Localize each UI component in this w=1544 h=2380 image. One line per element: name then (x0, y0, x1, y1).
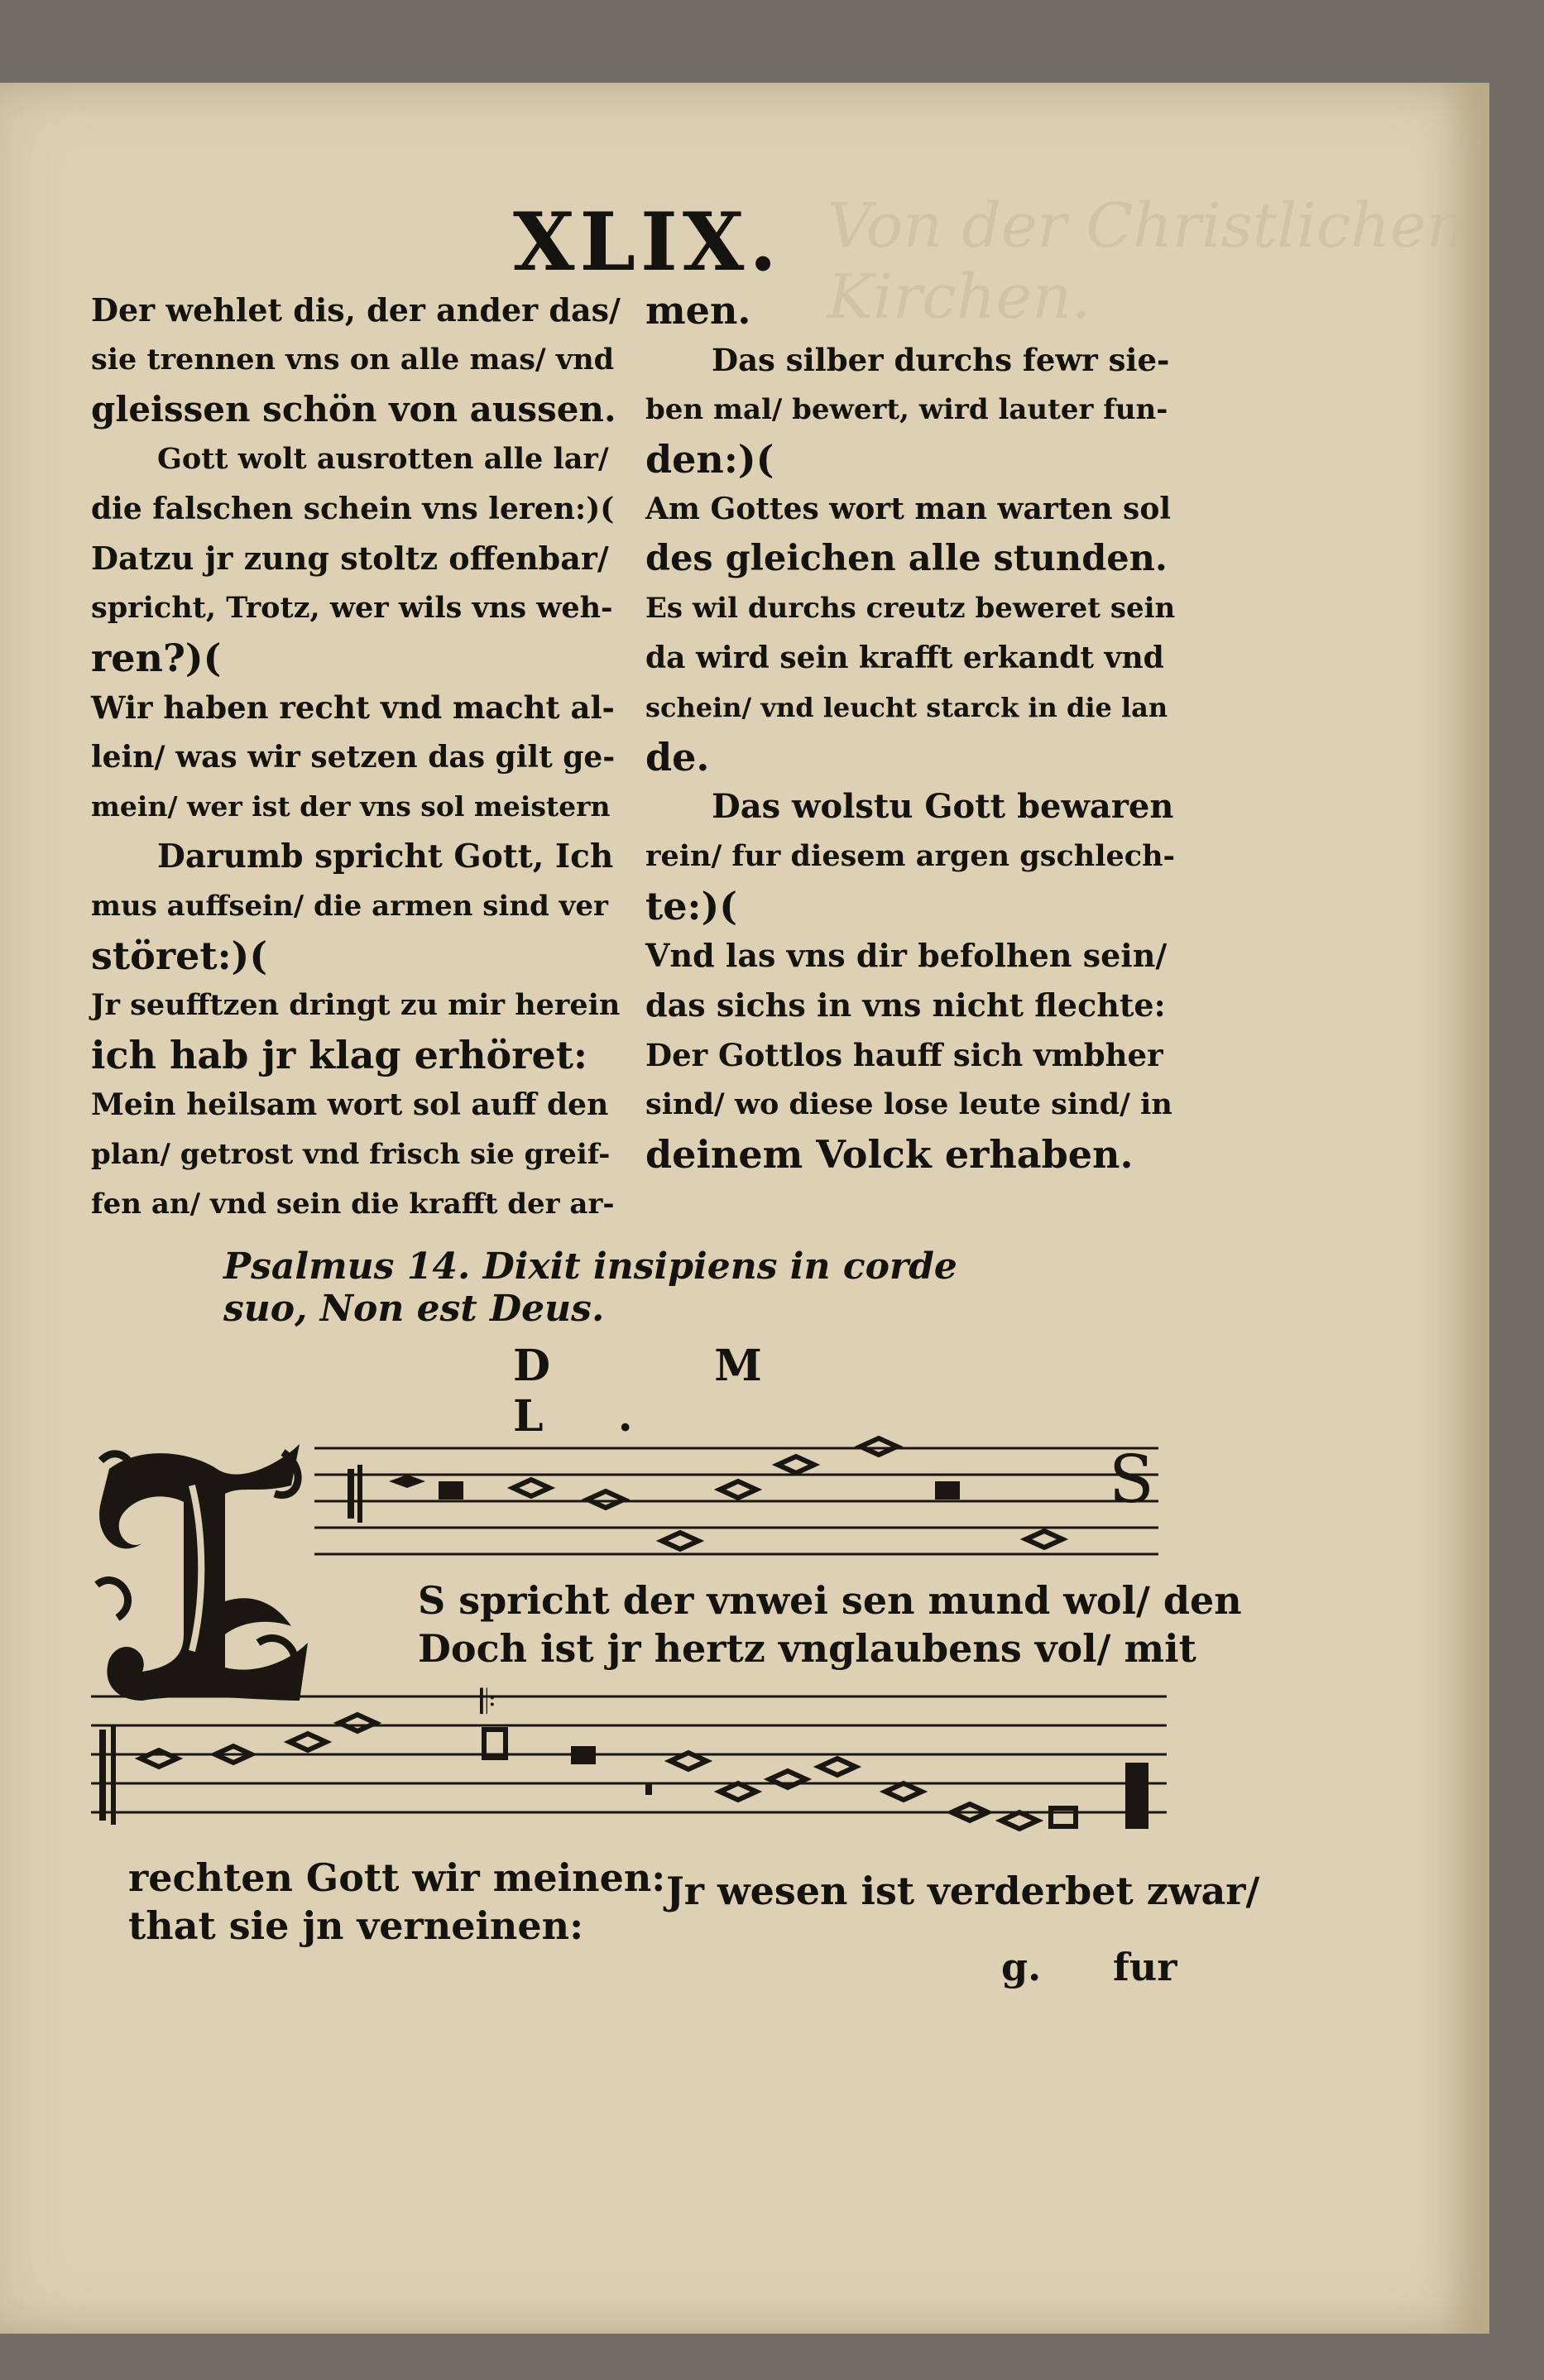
right-column-line: Am Gottes wort man warten sol (645, 492, 1172, 526)
right-column-line: des gleichen alle stunden. (645, 538, 1168, 579)
left-column (91, 286, 621, 1229)
music-staff-1 (314, 1423, 1158, 1576)
right-column (645, 286, 1175, 1179)
right-column-line: sind/ wo diese lose leute sind/ in (645, 1087, 1172, 1121)
svg-text:𝄆: 𝄆 (480, 1683, 496, 1721)
psalm-heading: Psalmus 14. Dixit insipiens in corde suo, Non est Deus. (223, 1245, 957, 1330)
left-column-line: ren?)( (91, 636, 222, 680)
right-column-line: Das silber durchs fewr sie- (712, 342, 1170, 378)
right-column-line: das sichs in vns nicht flechte: (645, 986, 1166, 1024)
show-through-text: Von der Christlichen Kirchen. (827, 190, 1466, 333)
left-column-line: ich hab jr klag erhöret: (91, 1033, 587, 1077)
right-column-line: schein/ vnd leucht starck in die lan (645, 692, 1168, 723)
right-column-line: te:)( (645, 884, 738, 928)
left-column-line: Darumb spricht Gott, Ich (157, 837, 614, 876)
right-column-line: Der Gottlos hauff sich vmbher (645, 1037, 1163, 1073)
left-column-line: Jr seufftzen dringt zu mir herein (91, 988, 621, 1022)
left-column-line: Mein heilsam wort sol auff den (91, 1087, 609, 1122)
signature-mark: g. (1001, 1945, 1042, 1989)
right-column-line: men. (645, 288, 751, 333)
staff2-lyric-line-2: that sie jn verneinen: (128, 1903, 584, 1948)
staff1-lyric-line-2: Doch ist jr hertz vnglaubens vol/ mit (418, 1626, 1196, 1671)
left-column-line: Der wehlet dis, der ander das/ (91, 291, 621, 329)
left-column-line: Wir haben recht vnd macht al- (91, 689, 615, 726)
right-column-line: deinem Volck erhaben. (645, 1132, 1134, 1177)
left-column-line: mein/ wer ist der vns sol meistern (91, 790, 611, 823)
left-column-line: mus auffsein/ die armen sind ver (91, 890, 608, 923)
staff1-lyric-line-1: S spricht der vnwei sen mund wol/ den (418, 1578, 1242, 1623)
right-column-line: Es wil durchs creutz beweret sein (645, 592, 1176, 625)
left-column-line: die falschen schein vns leren:)( (91, 492, 615, 526)
right-column-line: de. (645, 735, 710, 780)
decorated-initial-icon (93, 1436, 316, 1709)
left-column-line: störet:)( (91, 933, 268, 978)
right-column-line: Das wolstu Gott bewaren (712, 787, 1174, 826)
folio-number: XLIX. (513, 195, 782, 289)
right-column-line: den:)( (645, 437, 774, 482)
right-column-line: rein/ fur diesem argen gschlech- (645, 839, 1176, 873)
mode-letters: D M L. (513, 1341, 837, 1442)
left-column-line: gleissen schön von aussen. (91, 389, 616, 429)
staff2-lyric-right: Jr wesen ist verderbet zwar/ (666, 1869, 1260, 1913)
right-column-line: da wird sein krafft erkandt vnd (645, 641, 1164, 675)
svg-text:S: S (1109, 1441, 1154, 1518)
staff2-lyric-line-1: rechten Gott wir meinen: (128, 1855, 666, 1900)
music-staff-2 (91, 1680, 1167, 1845)
right-column-line: Vnd las vns dir befolhen sein/ (645, 937, 1168, 974)
left-column-line: lein/ was wir setzen das gilt ge- (91, 740, 616, 775)
right-column-line: ben mal/ bewert, wird lauter fun- (645, 393, 1168, 426)
left-column-line: Datzu jr zung stoltz offenbar/ (91, 540, 609, 577)
catchword: fur (1113, 1945, 1177, 1989)
left-column-line: plan/ getrost vnd frisch sie greif- (91, 1138, 611, 1171)
left-column-line: fen an/ vnd sein die krafft der ar- (91, 1188, 615, 1221)
left-column-line: Gott wolt ausrotten alle lar/ (157, 442, 609, 476)
left-column-line: spricht, Trotz, wer wils vns weh- (91, 591, 613, 625)
left-column-line: sie trennen vns on alle mas/ vnd (91, 343, 615, 377)
